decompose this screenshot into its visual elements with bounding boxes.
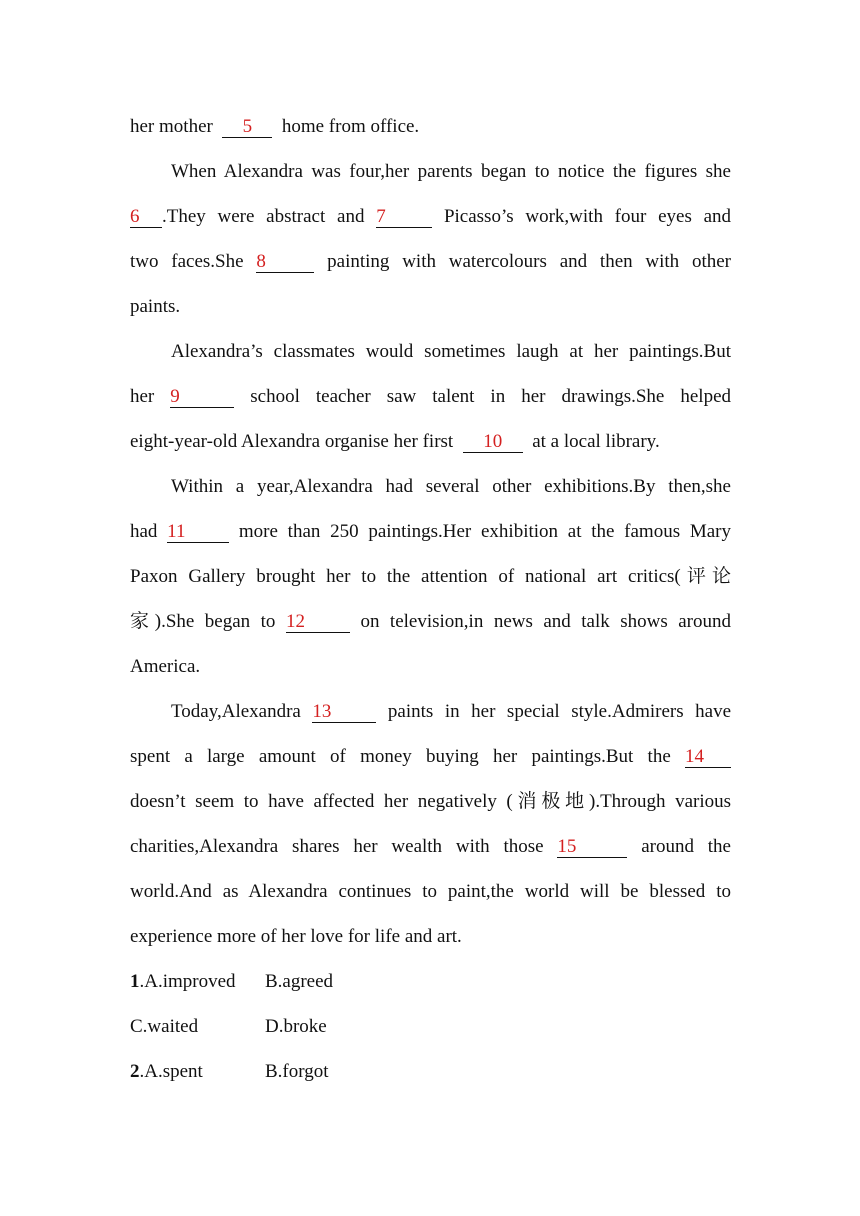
blank-9[interactable]: 9 — [170, 387, 234, 408]
passage-line: 6 .They were abstract and 7 Picasso’s work,with four eyes and — [130, 206, 732, 227]
blank-5[interactable]: 5 — [222, 117, 272, 138]
option-1c[interactable]: C.waited — [130, 1016, 199, 1037]
blank-15[interactable]: 15 — [557, 837, 627, 858]
option-2a[interactable]: 2.A.spent — [130, 1061, 203, 1082]
blank-14[interactable]: 14 — [685, 747, 731, 768]
passage-line: Today,Alexandra 13 paints in her special style.Admirers have — [171, 701, 732, 722]
passage-line: world.And as Alexandra continues to paint,the world will be blessed to — [130, 881, 731, 902]
blank-10[interactable]: 10 — [463, 432, 523, 453]
passage-line: Alexandra’s classmates would sometimes laugh at her paintings.But — [171, 341, 731, 362]
blank-11[interactable]: 11 — [167, 522, 229, 543]
passage-line: America. — [130, 656, 201, 677]
passage-line: her mother 5 home from office. — [130, 116, 420, 137]
passage-line: had 11 more than 250 paintings.Her exhibition at the famous Mary — [130, 521, 731, 542]
passage-line: When Alexandra was four,her parents began to notice the figures she — [171, 161, 731, 182]
passage-line: spent a large amount of money buying her paintings.But the 14 — [130, 745, 731, 769]
passage-line: charities,Alexandra shares her wealth with those 15 around the — [130, 836, 731, 857]
blank-6[interactable]: 6 — [130, 207, 162, 228]
option-1b[interactable]: B.agreed — [265, 971, 334, 992]
question-number: 1 — [130, 971, 140, 992]
passage-line: doesn’t seem to have affected her negatively (消极地).Through various — [130, 791, 731, 812]
blank-12[interactable]: 12 — [286, 612, 350, 633]
option-2b[interactable]: B.forgot — [265, 1061, 329, 1082]
passage-line: paints. — [130, 296, 181, 317]
passage-line: two faces.She 8 painting with watercolours and then with other — [130, 251, 732, 272]
passage-line: her 9 school teacher saw talent in her drawings.She helped — [130, 386, 732, 407]
passage-line: experience more of her love for life and art. — [130, 926, 462, 947]
blank-8[interactable]: 8 — [256, 252, 314, 273]
question-number: 2 — [130, 1061, 140, 1082]
option-1d[interactable]: D.broke — [265, 1016, 327, 1037]
passage-line: Within a year,Alexandra had several other exhibitions.By then,she — [171, 476, 731, 497]
blank-7[interactable]: 7 — [376, 207, 432, 228]
passage-line: eight-year-old Alexandra organise her first 10 at a local library. — [130, 431, 660, 452]
passage-line: Paxon Gallery brought her to the attention of national art critics(评论 — [130, 566, 731, 587]
option-1a[interactable]: 1.A.improved — [130, 971, 236, 992]
passage-line: 家).She began to 12 on television,in news and talk shows around — [130, 611, 732, 632]
blank-13[interactable]: 13 — [312, 702, 376, 723]
